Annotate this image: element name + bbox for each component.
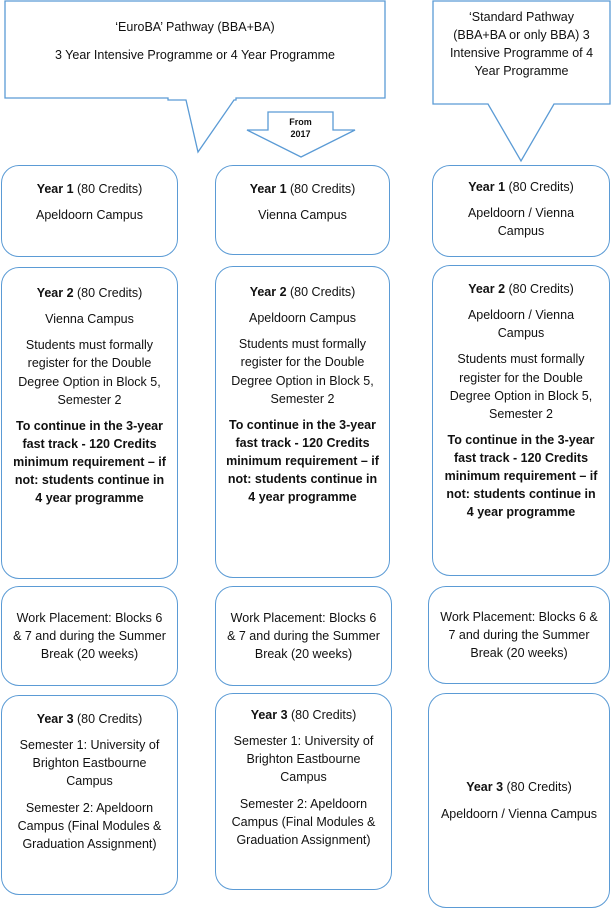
standard-header-line2: (BBA+BA or only BBA) 3 <box>453 28 590 43</box>
left-year3-credits: (80 Credits) <box>77 712 143 726</box>
right-year2-credits: (80 Credits) <box>508 282 574 296</box>
middle-year2-register: Students must formally register for the Double Degree Option in Block 5, Semester 2 <box>231 337 374 406</box>
right-year3-heading <box>466 778 572 796</box>
left-year1-box <box>1 165 178 257</box>
left-year2-box <box>1 267 178 579</box>
middle-placement-box <box>215 586 392 686</box>
left-year2-heading <box>37 284 143 302</box>
right-year2-box <box>432 265 610 576</box>
middle-year2-credits: (80 Credits) <box>290 285 356 299</box>
right-year3-label: Year 3 <box>466 780 504 795</box>
middle-year1-heading <box>250 180 356 198</box>
middle-year3-heading <box>251 706 357 724</box>
left-year3-sem2: Semester 2: Apeldoorn Campus (Final Modules & Graduation Assignment) <box>17 800 162 851</box>
middle-arrow-label-line1: From <box>289 117 312 127</box>
right-year2-register: Students must formally register for the Double Degree Option in Block 5, Semester 2 <box>449 352 593 421</box>
euroba-header-subtitle: 3 Year Intensive Programme or 4 Year Programme <box>54 48 335 63</box>
middle-year1-credits: (80 Credits) <box>290 182 356 196</box>
left-year3-label: Year 3 <box>36 712 74 726</box>
standard-header-line4: Year Programme <box>474 64 569 79</box>
middle-year2-campus: Apeldoorn Campus <box>248 311 356 326</box>
right-year2-campus: Apeldoorn / Vienna Campus <box>467 308 575 341</box>
left-year1-campus: Apeldoorn Campus <box>35 208 143 223</box>
right-year3-campus: Apeldoorn / Vienna Campus <box>440 806 598 821</box>
right-year2-label: Year 2 <box>468 282 506 296</box>
left-year2-label: Year 2 <box>36 286 74 300</box>
left-placement-text: Work Placement: Blocks 6 & 7 and during the Summer Break (20 weeks) <box>13 610 166 662</box>
middle-arrow-label <box>268 116 333 140</box>
right-year1-heading <box>468 178 574 196</box>
right-placement-text: Work Placement: Blocks 6 & 7 and during the Summer Break (20 weeks) <box>440 609 598 661</box>
right-year1-label: Year 1 <box>468 180 506 194</box>
middle-year3-sem2: Semester 2: Apeldoorn Campus (Final Modules & Graduation Assignment) <box>231 796 376 847</box>
left-year1-label: Year 1 <box>36 182 74 196</box>
euroba-header <box>5 18 385 64</box>
euroba-header-title: ‘EuroBA’ Pathway (BBA+BA) <box>115 20 275 34</box>
left-placement-box <box>1 586 178 686</box>
middle-year3-sem1: Semester 1: University of Brighton Eastbourne Campus <box>233 734 374 785</box>
middle-year3-label: Year 3 <box>250 708 288 722</box>
right-year1-campus: Apeldoorn / Vienna Campus <box>467 206 575 239</box>
middle-placement-text: Work Placement: Blocks 6 & 7 and during the Summer Break (20 weeks) <box>227 610 380 662</box>
left-year3-box <box>1 695 178 895</box>
left-year1-credits: (80 Credits) <box>77 182 143 196</box>
middle-year3-credits: (80 Credits) <box>291 708 357 722</box>
standard-header-line1: ‘Standard Pathway <box>469 10 574 24</box>
middle-year2-label: Year 2 <box>249 285 287 299</box>
middle-arrow-label-line2: 2017 <box>290 129 311 140</box>
right-year2-heading <box>468 280 574 298</box>
middle-year1-campus: Vienna Campus <box>258 208 347 223</box>
right-year1-box <box>432 165 610 257</box>
middle-year1-box <box>215 165 390 255</box>
left-year2-campus: Vienna Campus <box>45 312 134 327</box>
left-year3-heading <box>37 710 143 728</box>
left-year1-heading <box>37 180 143 198</box>
right-year1-credits: (80 Credits) <box>508 180 574 194</box>
right-year3-credits: (80 Credits) <box>506 780 572 795</box>
left-year3-sem1: Semester 1: University of Brighton Eastbourne Campus <box>19 738 160 789</box>
right-year3-box <box>428 693 610 908</box>
left-year2-credits: (80 Credits) <box>77 286 143 300</box>
standard-header-line3: Intensive Programme of 4 <box>449 46 594 61</box>
right-placement-box <box>428 586 610 684</box>
middle-year1-label: Year 1 <box>249 182 287 196</box>
left-year2-fasttrack: To continue in the 3-year fast track - 120 Credits minimum requirement – if not: students continue in 4 year programme <box>13 418 166 506</box>
middle-year2-fasttrack: To continue in the 3-year fast track - 120 Credits minimum requirement – if not: students continue in 4 year programme <box>226 417 379 505</box>
middle-year2-heading <box>250 283 356 301</box>
middle-year2-box <box>215 266 390 578</box>
standard-header <box>433 8 610 81</box>
middle-year3-box <box>215 693 392 890</box>
right-year2-fasttrack: To continue in the 3-year fast track - 120 Credits minimum requirement – if not: students continue in 4 year programme <box>444 432 598 520</box>
left-year2-register: Students must formally register for the Double Degree Option in Block 5, Semester 2 <box>18 338 161 407</box>
